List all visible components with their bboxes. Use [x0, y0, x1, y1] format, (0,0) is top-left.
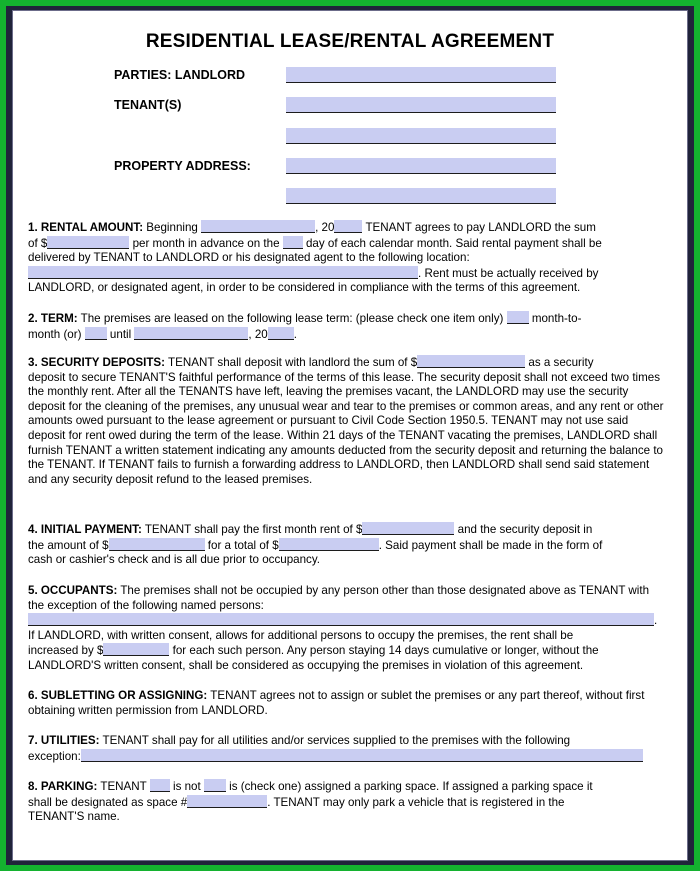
section-initial-payment [28, 522, 668, 568]
document-title: RESIDENTIAL LEASE/RENTAL AGREEMENT [145, 31, 555, 52]
section-text: . Rent must be actually received by [418, 266, 599, 280]
section-security-deposits [28, 355, 668, 487]
term-end-date-field[interactable] [134, 327, 248, 340]
security-deposit-amount-field[interactable] [417, 355, 525, 368]
tenant-field-2[interactable] [286, 128, 556, 144]
tenant-field-1[interactable] [286, 97, 556, 113]
section-utilities [28, 734, 668, 764]
section-text: and the security deposit in [454, 523, 593, 536]
section-text: . [654, 614, 658, 628]
section-text: as a security [525, 356, 594, 369]
section-text: until [106, 327, 135, 341]
payment-location-field[interactable] [28, 266, 418, 279]
month-to-month-checkbox[interactable] [507, 311, 529, 324]
section-subletting [28, 689, 668, 718]
section-text: If LANDLORD, with written consent, allows for additional persons to occupy the premises, the rent shall be [28, 628, 574, 642]
named-occupants-field[interactable] [28, 613, 654, 626]
tenants-label: TENANT(S) [114, 98, 182, 112]
initial-total-field[interactable] [279, 538, 379, 551]
section-text: . [293, 327, 297, 341]
section-text: the amount of $ [28, 538, 109, 552]
term-end-year-field[interactable] [268, 327, 294, 340]
rent-start-date-field[interactable] [201, 220, 315, 233]
utilities-exception-field[interactable] [81, 749, 643, 762]
section-text: shall be designated as space # [28, 795, 188, 809]
section-text: TENANT shall pay the first month rent of $ [141, 523, 363, 536]
section-parking [28, 779, 668, 825]
section-text: The premises shall not be occupied by any person other than those designated above as TENANT with the exception of the following named persons: [28, 584, 650, 612]
rent-start-year-field[interactable] [334, 220, 362, 233]
section-text: of $ [28, 236, 48, 250]
section-text: TENANT [97, 780, 150, 793]
term-heading: 2. TERM: [28, 312, 78, 325]
rental-amount-heading: 1. RENTAL AMOUNT: [28, 221, 144, 234]
additional-person-rent-field[interactable] [103, 643, 169, 656]
section-text: The premises are leased on the following lease term: (please check one item only) [77, 312, 507, 325]
section-text: , 20 [248, 327, 268, 341]
fixed-term-checkbox[interactable] [85, 327, 107, 340]
property-address-field-1[interactable] [286, 158, 556, 174]
section-text: TENANT shall deposit with landlord the sum of $ [165, 356, 418, 369]
first-month-rent-field[interactable] [362, 522, 454, 535]
section-text: for a total of $ [204, 538, 279, 552]
section-text: TENANT agrees to pay LANDLORD the sum [362, 221, 596, 234]
section-rental-amount [28, 220, 668, 296]
section-text: delivered by TENANT to LANDLORD or his designated agent to the following location: [28, 251, 470, 265]
section-text: . Said payment shall be made in the form of [378, 538, 603, 552]
section-text: month-to- [528, 312, 582, 325]
section-text: is not [169, 780, 204, 793]
parking-is-not-checkbox[interactable] [204, 779, 226, 792]
section-text: is (check one) assigned a parking space. If assigned a parking space it [225, 780, 593, 793]
section-text: TENANT agrees not to assign or sublet the premises or any part thereof, without first obtaining written permission from LANDLORD. [28, 689, 645, 717]
section-term [28, 311, 668, 342]
parties-landlord-label: PARTIES: LANDLORD [114, 68, 246, 82]
section-text: LANDLORD, or designated agent, in order to be considered in compliance with the terms of this agreement. [28, 281, 581, 295]
property-address-label: PROPERTY ADDRESS: [114, 159, 251, 173]
property-address-field-2[interactable] [286, 188, 556, 204]
landlord-field[interactable] [286, 67, 556, 83]
section-text: , 20 [315, 221, 335, 234]
section-text: TENANT'S name. [28, 810, 120, 824]
initial-payment-heading: 4. INITIAL PAYMENT: [28, 523, 142, 536]
section-occupants [28, 584, 668, 674]
rent-due-day-field[interactable] [283, 236, 303, 249]
section-text: Beginning [143, 221, 202, 234]
section-text: . TENANT may only park a vehicle that is registered in the [267, 795, 565, 809]
initial-deposit-amount-field[interactable] [109, 538, 205, 551]
section-text: increased by $ [28, 644, 104, 658]
section-text: exception: [28, 749, 81, 763]
section-text: day of each calendar month. Said rental payment shall be [302, 236, 602, 250]
section-text: per month in advance on the [129, 236, 283, 250]
section-text: cash or cashier's check and is all due prior to occupancy. [28, 553, 320, 567]
section-text: for each such person. Any person staying 14 days cumulative or longer, without the LANDLORD'S written consent, shall be considered as occupying the premises in violation of this agreement. [28, 644, 599, 672]
parking-is-checkbox[interactable] [150, 779, 170, 792]
section-text: month (or) [28, 327, 85, 341]
rent-amount-field[interactable] [47, 236, 129, 249]
parking-space-number-field[interactable] [187, 795, 267, 808]
section-text: deposit to secure TENANT'S faithful performance of the terms of this lease. The security deposit shall not exceed two times the monthly rent. After all the TENANTS have left, leaving the premises vacant, the LANDLORD may use the security deposit for the cleaning of the premises, any unusual wear and tear to the premises or common areas, and any rent or other amounts owed pursuant to the lease agreement or pursuant to Civil Code Section 1950.5. TENANT may not use said deposit for rent owed during the term of the lease. Within 21 days of the TENANT vacating the premises, LANDLORD shall furnish TENANT a written statement indicating any amounts deducted from the security deposit and returning the balance to the TENANT. If TENANT fails to furnish a forwarding address to LANDLORD, then LANDLORD shall send said statement and any security deposit refund to the leased premises. [28, 370, 664, 486]
section-text: TENANT shall pay for all utilities and/or services supplied to the premises with the following [99, 734, 571, 747]
subletting-heading: 6. SUBLETTING OR ASSIGNING: [28, 689, 208, 702]
occupants-heading: 5. OCCUPANTS: [28, 584, 118, 597]
parking-heading: 8. PARKING: [28, 780, 98, 793]
utilities-heading: 7. UTILITIES: [28, 734, 100, 747]
security-deposits-heading: 3. SECURITY DEPOSITS: [28, 356, 166, 369]
